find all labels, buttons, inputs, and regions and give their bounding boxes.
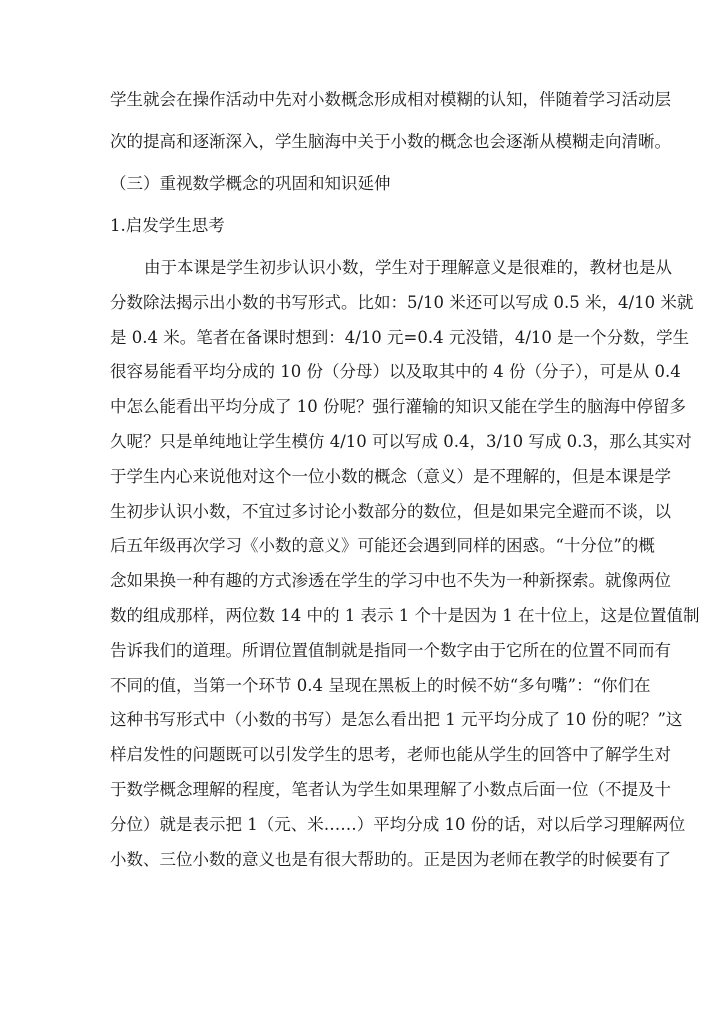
text-line: 中怎么能看出平均分成了 10 份呢？强行灌输的知识又能在学生的脑海中停留多 [110,397,686,416]
text-line: 后五年级再次学习《小数的意义》可能还会遇到同样的困惑。“十分位”的概 [110,536,655,555]
text-line: 于学生内心来说他对这个一位小数的概念（意义）是不理解的，但是本课是学 [110,467,671,486]
text-line: 样启发性的问题既可以引发学生的思考，老师也能从学生的回答中了解学生对 [110,745,671,764]
section-heading: （三）重视数学概念的巩固和知识延伸 [110,174,391,193]
text-line: 学生就会在操作活动中先对小数概念形成相对模糊的认知，伴随着学习活动层 [110,90,671,109]
text-line: 不同的值，当第一个环节 0.4 呈现在黑板上的时候不妨“多句嘴”：“你们在 [110,676,651,695]
text-line: 这种书写形式中（小数的书写）是怎么看出把 1 元平均分成了 10 份的呢？”这 [110,710,683,729]
text-line: 是 0.4 米。笔者在备课时想到：4/10 元=0.4 元没错，4/10 是一个分数，学生 [110,328,690,347]
text-line: 分数除法揭示出小数的书写形式。比如：5/10 米还可以写成 0.5 米，4/10 米就 [110,293,694,312]
text-line: 久呢？只是单纯地让学生模仿 4/10 可以写成 0.4，3/10 写成 0.3，那么其实对 [110,432,692,451]
text-line: 小数、三位小数的意义也是有很大帮助的。正是因为老师在教学的时候要有了 [110,850,671,869]
text-line: 生初步认识小数，不宜过多讨论小数部分的数位，但是如果完全避而不谈，以 [110,502,671,521]
text-line: 由于本课是学生初步认识小数，学生对于理解意义是很难的，教材也是从 [144,258,672,277]
text-line: 告诉我们的道理。所谓位置值制就是指同一个数字由于它所在的位置不同而有 [110,641,671,660]
text-line: 念如果换一种有趣的方式渗透在学生的学习中也不失为一种新探索。就像两位 [110,571,671,590]
text-line: 很容易能看平均分成的 10 份（分母）以及取其中的 4 份（分子），可是从 0.4 [110,362,681,381]
text-line: 次的提高和逐渐深入，学生脑海中关于小数的概念也会逐渐从模糊走向清晰。 [110,132,671,151]
text-line: 于数学概念理解的程度，笔者认为学生如果理解了小数点后面一位（不提及十 [110,780,671,799]
text-line: 分位）就是表示把 1（元、米……）平均分成 10 份的话，对以后学习理解两位 [110,815,686,834]
text-line: 数的组成那样，两位数 14 中的 1 表示 1 个十是因为 1 在十位上，这是位置值制 [110,606,700,625]
subsection-heading: 1.启发学生思考 [110,216,225,235]
